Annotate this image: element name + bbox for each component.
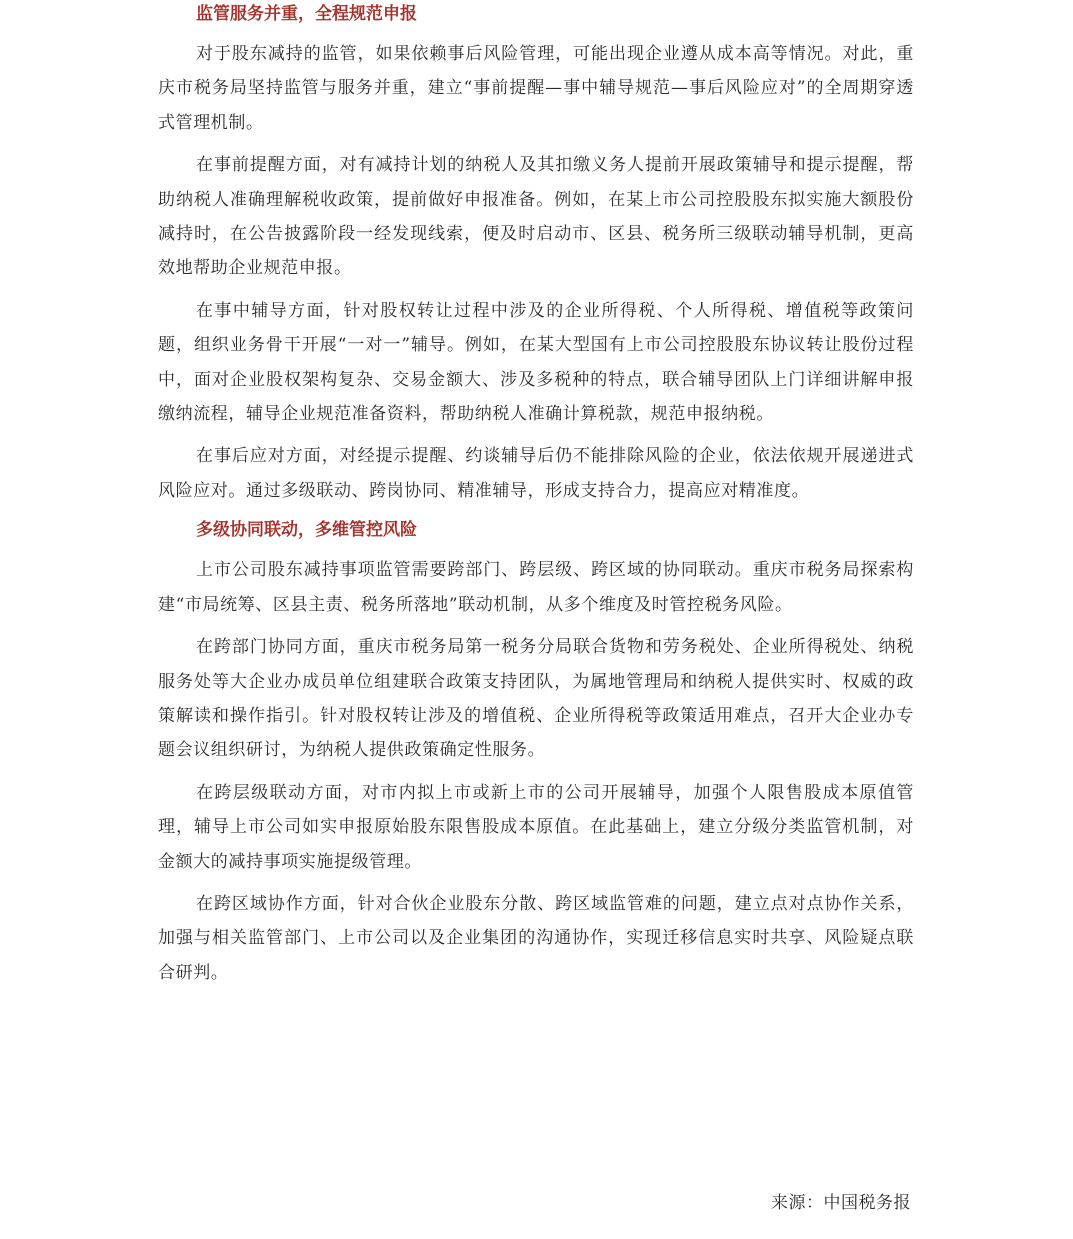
paragraph: 在跨部门协同方面，重庆市税务局第一税务分局联合货物和劳务税处、企业所得税处、纳税服务处等大企业办成员单位组建联合政策支持团队，为属地管理局和纳税人提供实时、权威的政策解读和操作指引。针对股权转让涉及的增值税、企业所得税等政策适用难点，召开大企业办专题会议组织研讨，为纳税人提供政策确定性服务。 xyxy=(158,637,914,761)
section-heading-2: 多级协同联动，多维管控风险 xyxy=(196,520,417,541)
paragraph: 在事后应对方面，对经提示提醒、约谈辅导后仍不能排除风险的企业，依法依规开展递进式风险应对。通过多级联动、跨岗协同、精准辅导，形成支持合力，提高应对精准度。 xyxy=(158,446,914,501)
paragraph: 在事中辅导方面，针对股权转让过程中涉及的企业所得税、个人所得税、增值税等政策问题，组织业务骨干开展“一对一”辅导。例如，在某大型国有上市公司控股股东协议转让股份过程中，面对企业股权架构复杂、交易金额大、涉及多税种的特点，联合辅导团队上门详细讲解申报缴纳流程，辅导企业规范准备资料，帮助纳税人准确计算税款，规范申报纳税。 xyxy=(158,300,914,425)
section-heading-1: 监管服务并重，全程规范申报 xyxy=(196,4,417,24)
paragraph: 对于股东减持的监管，如果依赖事后风险管理，可能出现企业遵从成本高等情况。对此，重庆市税务局坚持监管与服务并重，建立“事前提醒—事中辅导规范—事后风险应对”的全周期穿透式管理机制。 xyxy=(158,44,914,133)
paragraph: 在事前提醒方面，对有减持计划的纳税人及其扣缴义务人提前开展政策辅导和提示提醒，帮助纳税人准确理解税收政策，提前做好申报准备。例如，在某上市公司控股股东拟实施大额股份减持时，在公告披露阶段一经发现线索，便及时启动市、区县、税务所三级联动辅导机制，更高效地帮助企业规范申报。 xyxy=(158,155,914,279)
paragraph: 在跨层级联动方面，对市内拟上市或新上市的公司开展辅导，加强个人限售股成本原值管理，辅导上市公司如实申报原始股东限售股成本原值。在此基础上，建立分级分类监管机制，对金额大的减持事项实施提级管理。 xyxy=(158,782,914,872)
article-body xyxy=(158,0,914,990)
paragraph: 在跨区域协作方面，针对合伙企业股东分散、跨区域监管难的问题，建立点对点协作关系，加强与相关监管部门、上市公司以及企业集团的沟通协作，实现迁移信息实时共享、风险疑点联合研判。 xyxy=(158,893,914,983)
paragraph: 上市公司股东减持事项监管需要跨部门、跨层级、跨区域的协同联动。重庆市税务局探索构建“市局统筹、区县主责、税务所落地”联动机制，从多个维度及时管控税务风险。 xyxy=(158,560,914,615)
source-credit: 来源：中国税务报 xyxy=(771,1193,911,1213)
